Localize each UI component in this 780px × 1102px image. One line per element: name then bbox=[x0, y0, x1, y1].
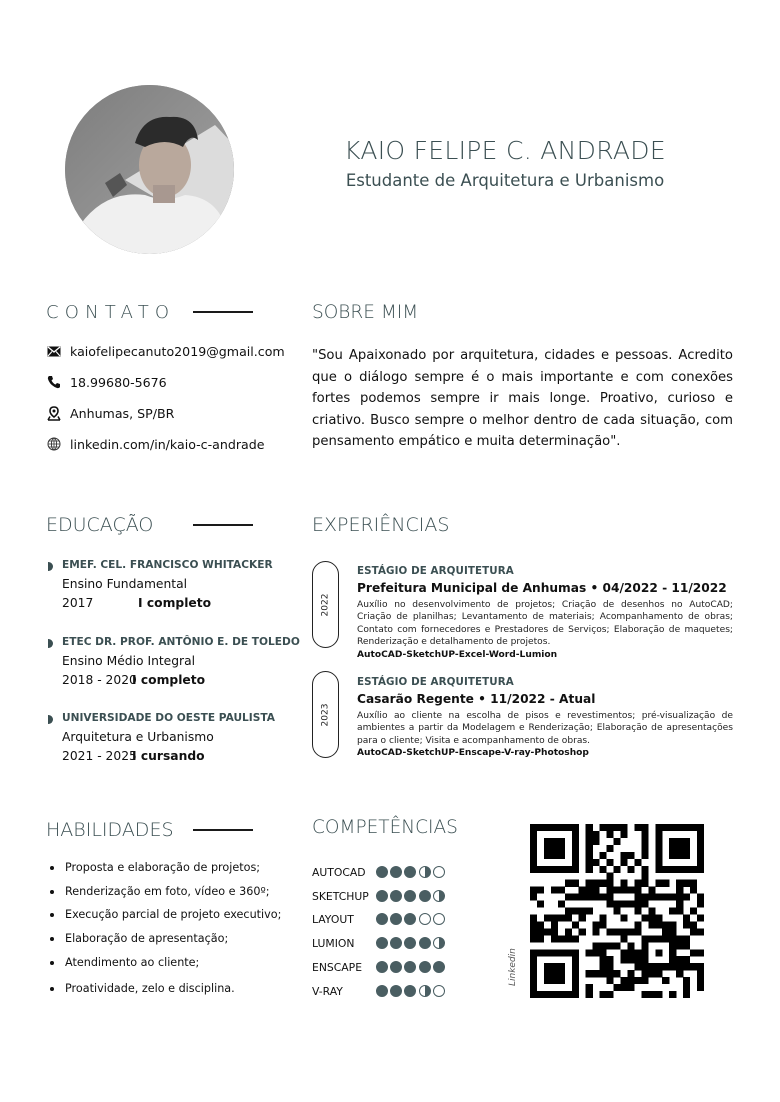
competency-row bbox=[312, 888, 445, 904]
contact-divider bbox=[193, 311, 253, 313]
skill-item: Atendimento ao cliente; bbox=[46, 955, 306, 979]
course-name: Ensino Médio Integral bbox=[62, 654, 196, 668]
experience-company: Casarão Regente • 11/2022 - Atual bbox=[357, 692, 596, 706]
location-pin-icon bbox=[46, 405, 62, 421]
envelope-icon bbox=[46, 343, 62, 359]
skill-item: Execução parcial de projeto executivo; bbox=[46, 907, 306, 931]
skills-title: HABILIDADES bbox=[46, 819, 174, 841]
rating-dot-icon bbox=[404, 913, 416, 925]
skill-item: Proatividade, zelo e disciplina. bbox=[46, 981, 306, 1005]
profile-photo bbox=[65, 85, 234, 254]
bullet-icon bbox=[48, 715, 53, 724]
rating-dot-icon bbox=[419, 890, 431, 902]
skill-item: Renderização em foto, vídeo e 360º; bbox=[46, 884, 306, 908]
competency-row bbox=[312, 911, 445, 927]
rating-dots bbox=[376, 937, 445, 949]
education-title: EDUCAÇÃO bbox=[46, 514, 154, 536]
year-label: 2022 bbox=[320, 593, 331, 616]
rating-dot-icon bbox=[419, 937, 431, 949]
about-text: "Sou Apaixonado por arquitetura, cidades e pessoas. Acredito que o diálogo sempre é o mais importante e com conexões fortes podemos sempre ir mais longe. Proativo, curioso e criativo. Busco sempre o melhor dentro de cada situação, com pensamento empático e muita determinação". bbox=[312, 348, 733, 450]
rating-dot-icon bbox=[390, 985, 402, 997]
phone-icon bbox=[46, 374, 62, 390]
status: I completo bbox=[138, 596, 212, 610]
rating-dot-icon bbox=[376, 866, 388, 878]
skill-item: Elaboração de apresentação; bbox=[46, 931, 306, 955]
skill-item: Proposta e elaboração de projetos; bbox=[46, 860, 306, 884]
competency-label: AUTOCAD bbox=[312, 865, 366, 879]
experience-tools: AutoCAD-SketchUP-Excel-Word-Lumion bbox=[357, 649, 558, 660]
rating-dot-icon bbox=[376, 937, 388, 949]
rating-dot-icon bbox=[404, 890, 416, 902]
rating-dot-icon bbox=[376, 913, 388, 925]
rating-dot-icon bbox=[390, 961, 402, 973]
rating-dot-icon bbox=[419, 913, 431, 925]
rating-dots bbox=[376, 866, 445, 878]
competency-label: ENSCAPE bbox=[312, 960, 363, 974]
globe-icon bbox=[46, 436, 62, 452]
job-subtitle: Estudante de Arquitetura e Urbanismo bbox=[345, 171, 665, 190]
year-pill bbox=[312, 561, 339, 648]
skills-divider bbox=[193, 829, 253, 831]
experience-description: Auxílio ao cliente na escolha de pisos e revestimentos; pré-visualização de ambientes a partir da Modelagem e Renderização; Elaboração de apresentações para o cliente; Visita e acompanhamento de obras. bbox=[357, 711, 733, 746]
rating-dot-icon bbox=[390, 913, 402, 925]
skills-list bbox=[46, 860, 306, 1005]
rating-dot-icon bbox=[419, 866, 431, 878]
experience-title: EXPERIÊNCIAS bbox=[312, 514, 450, 536]
competencies-title: COMPETÊNCIAS bbox=[312, 817, 458, 838]
experience-role: ESTÁGIO DE ARQUITETURA bbox=[357, 676, 514, 688]
contact-linkedin[interactable] bbox=[46, 434, 264, 454]
rating-dots bbox=[376, 961, 445, 973]
competency-row bbox=[312, 959, 445, 975]
experience-tools: AutoCAD-SketchUP-Enscape-V-ray-Photoshop bbox=[357, 748, 589, 759]
contact-email[interactable] bbox=[46, 341, 285, 361]
full-name: KAIO FELIPE C. ANDRADE bbox=[344, 136, 666, 165]
competency-label: V-RAY bbox=[312, 984, 343, 998]
rating-dot-icon bbox=[433, 890, 445, 902]
course-name: Arquitetura e Urbanismo bbox=[62, 730, 214, 744]
bullet-icon bbox=[48, 639, 53, 648]
rating-dot-icon bbox=[419, 961, 431, 973]
experience-description: Auxílio no desenvolvimento de projetos; Criação de desenhos no AutoCAD; Criação de planilhas; Levantamento de materiais; Acompanhamento de obras; Contato com fornecedores e Prestadores de Serviços; Elaboração de maquetes; Renderização e detalhamento de projetos. bbox=[357, 600, 733, 648]
rating-dot-icon bbox=[433, 913, 445, 925]
rating-dot-icon bbox=[376, 961, 388, 973]
course-name: Ensino Fundamental bbox=[62, 577, 188, 591]
rating-dot-icon bbox=[433, 961, 445, 973]
competency-row bbox=[312, 983, 445, 999]
school-name: EMEF. CEL. FRANCISCO WHITACKER bbox=[62, 559, 273, 571]
rating-dot-icon bbox=[376, 985, 388, 997]
contact-phone[interactable] bbox=[46, 372, 167, 392]
experience-item bbox=[357, 565, 733, 661]
education-item bbox=[46, 559, 296, 609]
rating-dot-icon bbox=[390, 890, 402, 902]
competency-label: LAYOUT bbox=[312, 912, 354, 926]
contact-location bbox=[46, 403, 174, 423]
education-divider bbox=[193, 524, 253, 526]
years: 2017 bbox=[62, 596, 94, 610]
rating-dots bbox=[376, 890, 445, 902]
year-label: 2023 bbox=[320, 703, 331, 726]
rating-dots bbox=[376, 985, 445, 997]
phone-text: 18.99680-5676 bbox=[70, 374, 167, 390]
location-text: Anhumas, SP/BR bbox=[70, 405, 175, 421]
rating-dot-icon bbox=[419, 985, 431, 997]
contact-title: CONTATO bbox=[46, 302, 176, 323]
status: I cursando bbox=[132, 749, 205, 763]
status: I completo bbox=[132, 673, 206, 687]
competency-label: LUMION bbox=[312, 936, 355, 950]
qr-code-icon[interactable] bbox=[530, 824, 704, 998]
qr-label: Linkedin bbox=[508, 948, 518, 986]
years: 2021 - 2025 bbox=[62, 749, 137, 763]
rating-dot-icon bbox=[390, 866, 402, 878]
rating-dot-icon bbox=[433, 985, 445, 997]
rating-dot-icon bbox=[433, 866, 445, 878]
competency-row bbox=[312, 935, 445, 951]
education-item bbox=[46, 636, 300, 687]
bullet-icon bbox=[48, 562, 53, 571]
competency-row bbox=[312, 864, 445, 880]
rating-dot-icon bbox=[404, 985, 416, 997]
linkedin-text: linkedin.com/in/kaio-c-andrade bbox=[70, 436, 265, 452]
about-title: SOBRE MIM bbox=[312, 302, 419, 323]
rating-dot-icon bbox=[404, 961, 416, 973]
years: 2018 - 2020 bbox=[62, 673, 137, 687]
rating-dots bbox=[376, 913, 445, 925]
education-item bbox=[46, 712, 296, 762]
email-text: kaiofelipecanuto2019@gmail.com bbox=[70, 343, 285, 359]
school-name: ETEC DR. PROF. ANTÔNIO E. DE TOLEDO bbox=[62, 636, 300, 648]
year-pill bbox=[312, 671, 339, 758]
rating-dot-icon bbox=[404, 937, 416, 949]
rating-dot-icon bbox=[376, 890, 388, 902]
rating-dot-icon bbox=[404, 866, 416, 878]
school-name: UNIVERSIDADE DO OESTE PAULISTA bbox=[62, 712, 275, 724]
experience-item bbox=[357, 676, 733, 760]
experience-role: ESTÁGIO DE ARQUITETURA bbox=[357, 565, 514, 577]
experience-company: Prefeitura Municipal de Anhumas • 04/2022 - 11/2022 bbox=[357, 581, 727, 595]
rating-dot-icon bbox=[433, 937, 445, 949]
competency-label: SKETCHUP bbox=[312, 889, 369, 903]
rating-dot-icon bbox=[390, 937, 402, 949]
